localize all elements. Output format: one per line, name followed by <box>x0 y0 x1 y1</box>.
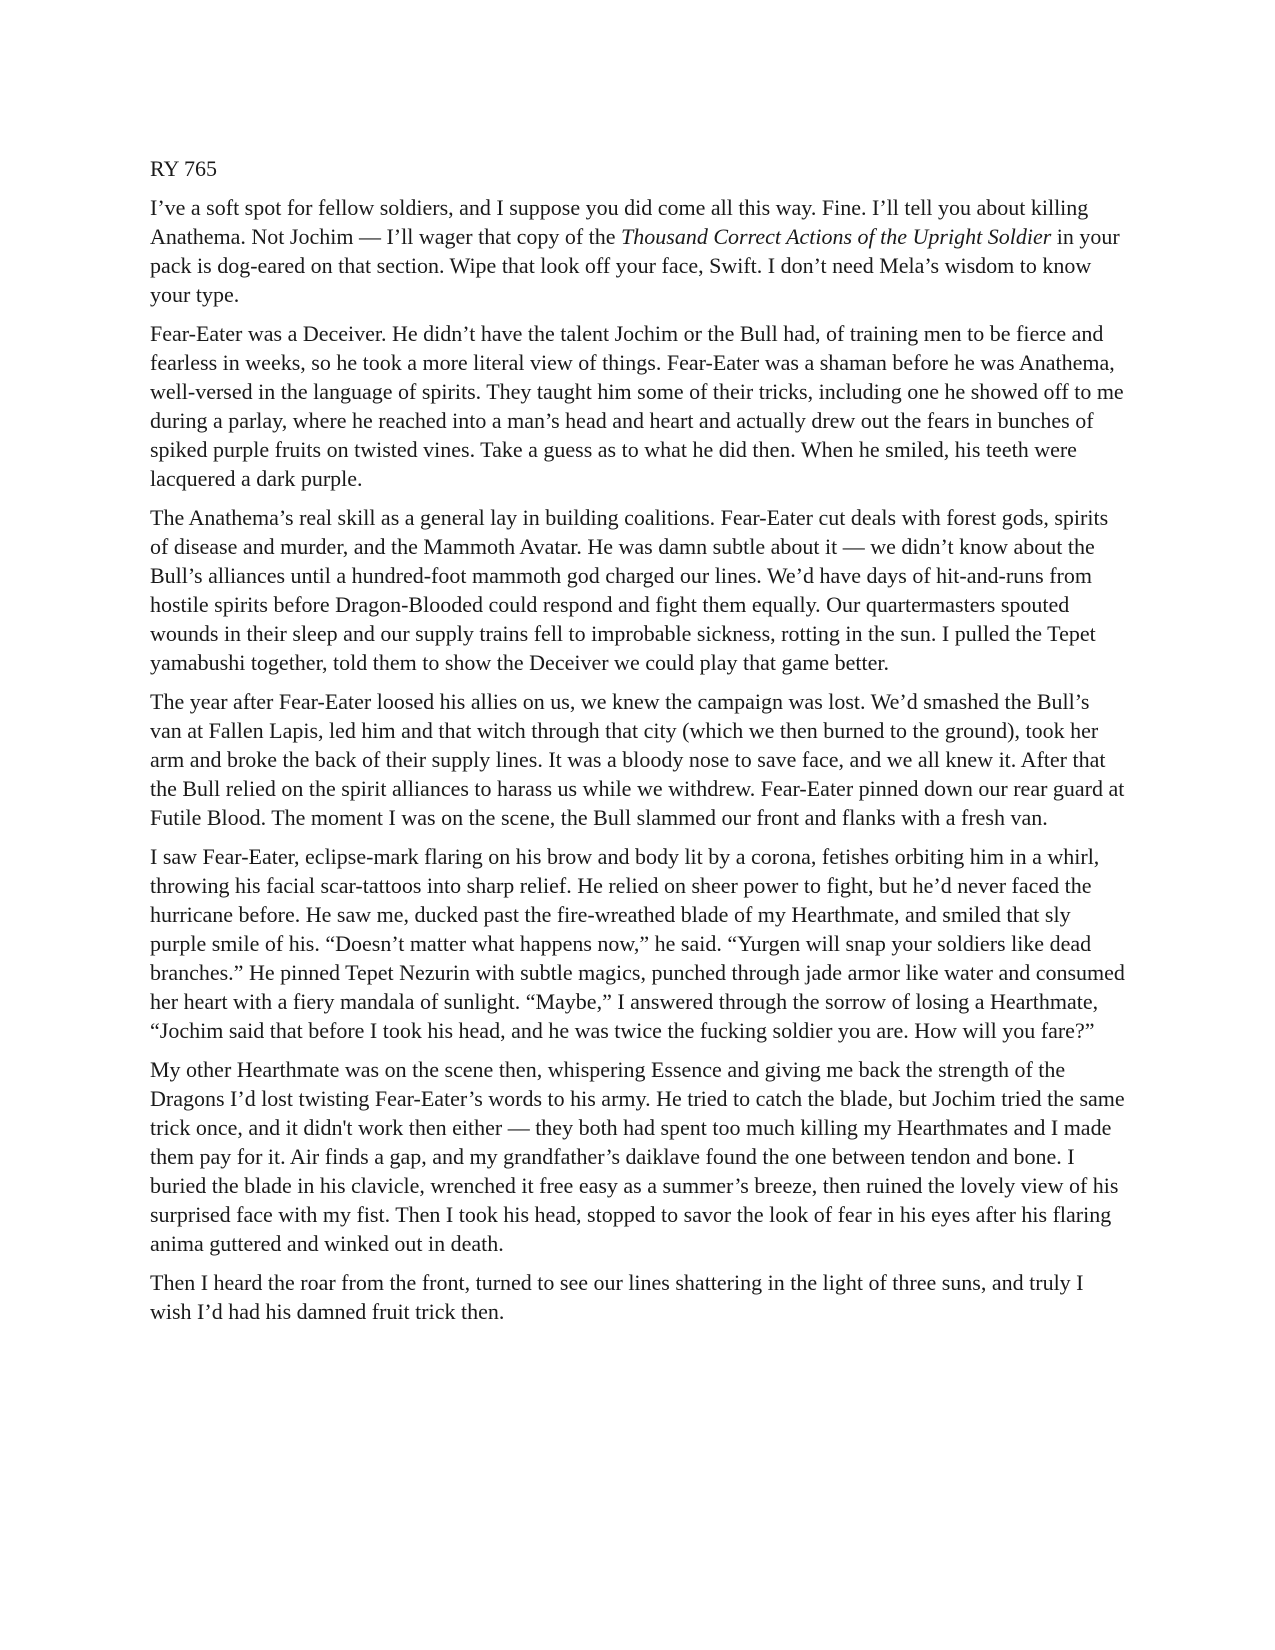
paragraph-7: Then I heard the roar from the front, turned to see our lines shattering in the light of three suns, and truly I wish I’d had his damned fruit trick then. <box>150 1270 1084 1324</box>
paragraph-1-text-a: I’ve a soft spot for fellow soldiers, and I suppose you did come all this way. Fine. I’ll tell you about killing Anathema. Not Jochim — I’ll wager that copy of the <box>150 195 1089 249</box>
paragraph-5: I saw Fear-Eater, eclipse-mark flaring on his brow and body lit by a corona, fetishes orbiting him in a whirl, throwing his facial scar-tattoos into sharp relief. He relied on sheer power to fight, but he’d never faced the hurricane before. He saw me, ducked past the fire-wreathed blade of my Hearthmate, and smiled that sly purple smile of his. “Doesn’t matter what happens now,” he said. “Yurgen will snap your soldiers like dead branches.” He pinned Tepet Nezurin with subtle magics, punched through jade armor like water and consumed her heart with a fiery mandala of sunlight. “Maybe,” I answered through the sorrow of losing a Hearthmate, “Jochim said that before I took his head, and he was twice the fucking soldier you are. How will you fare?” <box>150 844 1125 1043</box>
paragraph-6: My other Hearthmate was on the scene then, whispering Essence and giving me back the strength of the Dragons I’d lost twisting Fear-Eater’s words to his army. He tried to catch the blade, but Jochim tried the same trick once, and it didn't work then either — they both had spent too much killing my Hearthmates and I made them pay for it. Air finds a gap, and my grandfather’s daiklave found the one between tendon and bone. I buried the blade in his clavicle, wrenched it free easy as a summer’s breeze, then ruined the lovely view of his surprised face with my fist. Then I took his head, stopped to savor the look of fear in his eyes after his flaring anima guttered and winked out in death. <box>150 1057 1125 1256</box>
document-heading: RY 765 <box>150 156 218 181</box>
paragraph-2: Fear-Eater was a Deceiver. He didn’t have the talent Jochim or the Bull had, of training men to be fierce and fearless in weeks, so he took a more literal view of things. Fear-Eater was a shaman before he was Anathema, well-versed in the language of spirits. They taught him some of their tricks, including one he showed off to me during a parlay, where he reached into a man’s head and heart and actually drew out the fears in bunches of spiked purple fruits on twisted vines. Take a guess as to what he did then. When he smiled, his teeth were lacquered a dark purple. <box>150 321 1124 491</box>
paragraph-3: The Anathema’s real skill as a general lay in building coalitions. Fear-Eater cut deals with forest gods, spirits of disease and murder, and the Mammoth Avatar. He was damn subtle about it — we didn’t know about the Bull’s alliances until a hundred-foot mammoth god charged our lines. We’d have days of hit-and-runs from hostile spirits before Dragon-Blooded could respond and fight them equally. Our quartermasters spouted wounds in their sleep and our supply trains fell to improbable sickness, rotting in the sun. I pulled the Tepet yamabushi together, told them to show the Deceiver we could play that game better. <box>150 505 1109 675</box>
paragraph-1-text-b: in your pack is dog-eared on that section. Wipe that look off your face, Swift. I don’t need Mela’s wisdom to know your type. <box>150 224 1120 307</box>
document-page <box>150 150 1125 1336</box>
paragraph-1 <box>150 193 1125 309</box>
paragraph-4: The year after Fear-Eater loosed his allies on us, we knew the campaign was lost. We’d smashed the Bull’s van at Fallen Lapis, led him and that witch through that city (which we then burned to the ground), took her arm and broke the back of their supply lines. It was a bloody nose to save face, and we all knew it. After that the Bull relied on the spirit alliances to harass us while we withdrew. Fear-Eater pinned down our rear guard at Futile Blood. The moment I was on the scene, the Bull slammed our front and flanks with a fresh van. <box>150 689 1125 830</box>
book-title: Thousand Correct Actions of the Upright Soldier <box>621 224 1052 249</box>
